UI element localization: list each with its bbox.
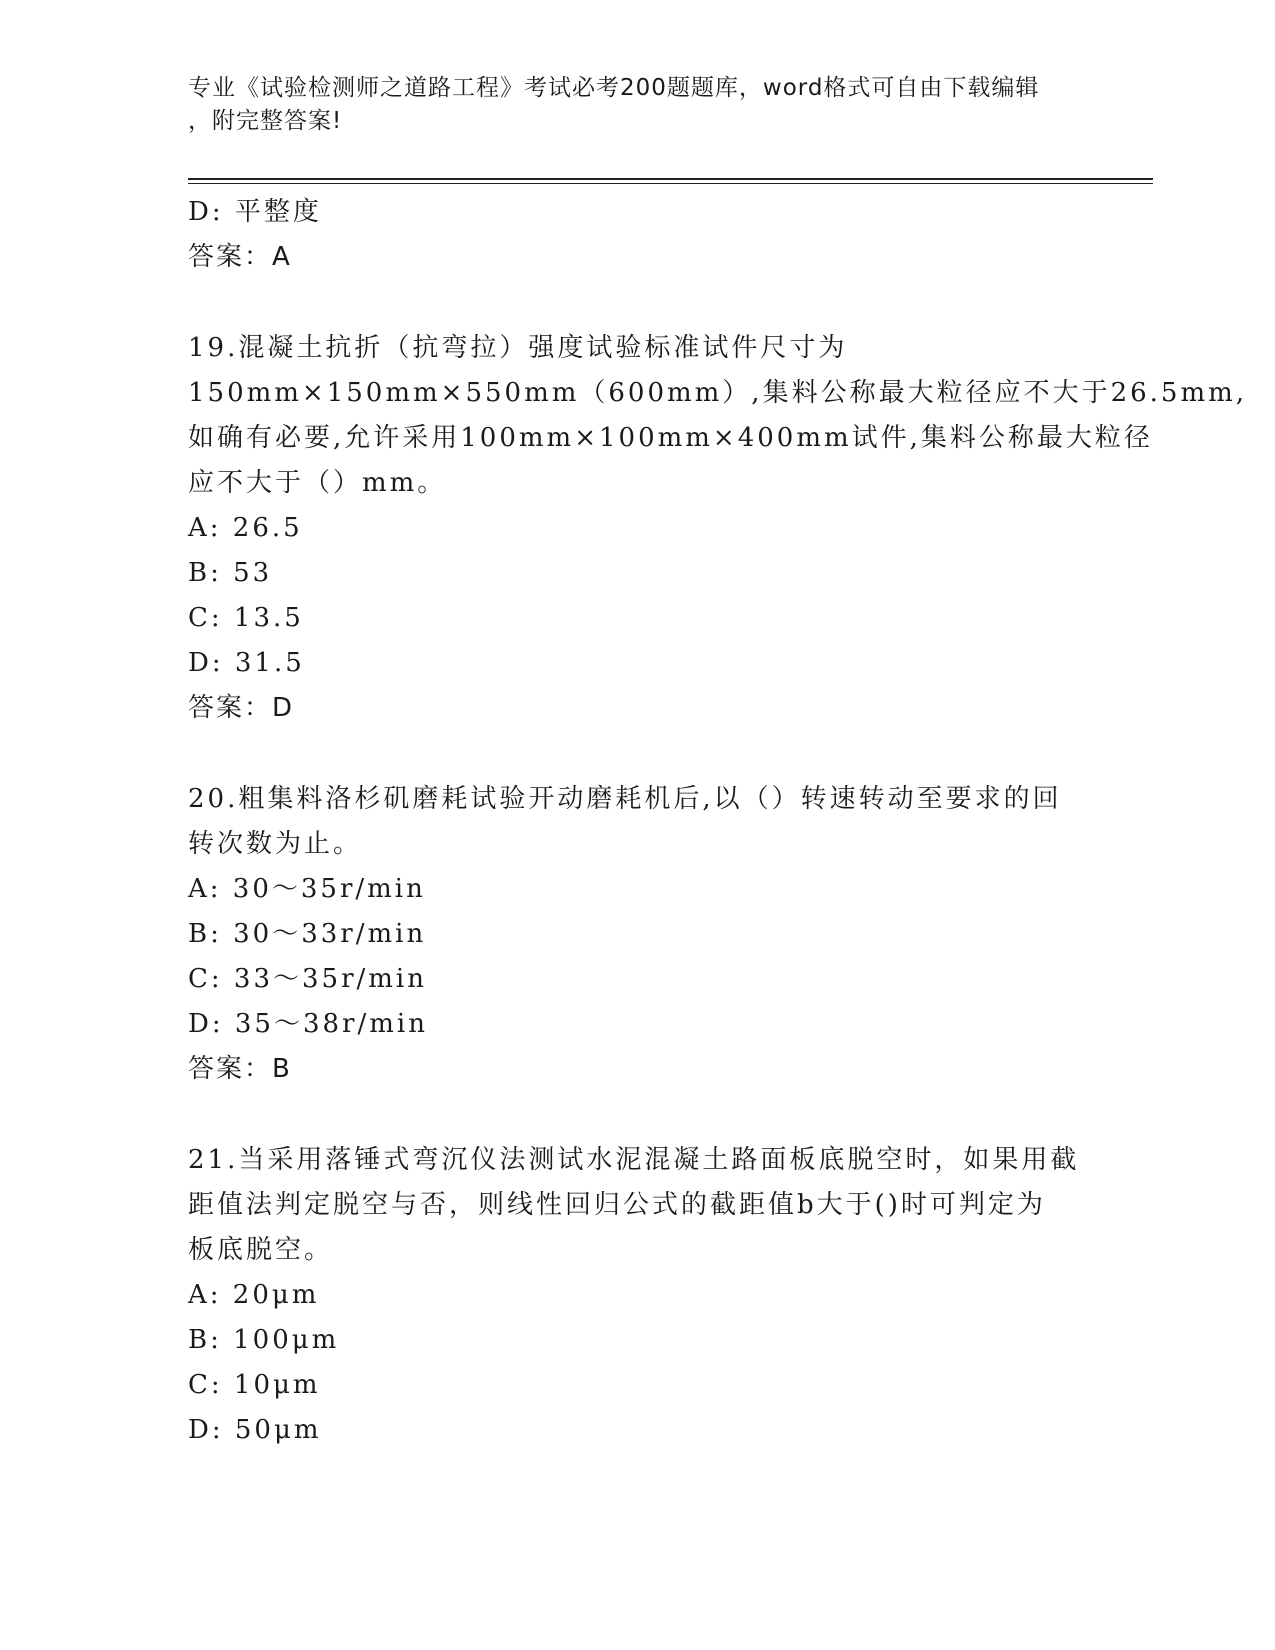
option-d: D: 平整度 [188,197,322,227]
question-21 [188,1138,1088,1453]
question-stem-line: 150mm×150mm×550mm（600mm）,集料公称最大粒径应不大于26.5mm, [188,378,1248,408]
question-content [188,190,1248,1453]
question-stem-line: 距值法判定脱空与否，则线性回归公式的截距值b大于()时可判定为 [188,1190,1046,1220]
question-stem-line: 转次数为止。 [188,829,363,859]
option-b: B: 30～33r/min [188,919,427,949]
question-stem-line: 19.混凝土抗折（抗弯拉）强度试验标准试件尺寸为 [188,333,848,363]
question-stem-line: 板底脱空。 [188,1235,334,1265]
answer-line: 答案：A [188,242,292,272]
question-19 [188,326,1248,731]
option-a: A: 30～35r/min [188,874,426,904]
question-stem-line: 如确有必要,允许采用100mm×100mm×400mm试件,集料公称最大粒径 [188,423,1153,453]
header-divider [188,178,1153,180]
option-d: D: 35～38r/min [188,1009,428,1039]
header-divider-thin [188,183,1153,184]
question-stem-line: 应不大于（）mm。 [188,468,447,498]
option-c: C: 10μm [188,1370,321,1400]
answer-line: 答案：D [188,693,295,723]
option-b: B: 100μm [188,1325,340,1355]
header-title-line-2: ，附完整答案! [188,108,343,134]
option-b: B: 53 [188,558,273,588]
option-d: D: 31.5 [188,648,305,678]
option-c: C: 33～35r/min [188,964,427,994]
header-title-line-1: 专业《试验检测师之道路工程》考试必考200题题库，word格式可自由下载编辑 [188,75,1040,101]
question-stem-line: 21.当采用落锤式弯沉仪法测试水泥混凝土路面板底脱空时，如果用截 [188,1145,1080,1175]
question-20 [188,777,1088,1092]
question-stem-line: 20.粗集料洛杉矶磨耗试验开动磨耗机后,以（）转速转动至要求的回 [188,784,1062,814]
answer-line: 答案：B [188,1054,292,1084]
option-a: A: 20μm [188,1280,320,1310]
option-a: A: 26.5 [188,513,303,543]
document-header [188,72,1068,138]
previous-question-tail [188,190,1088,280]
option-c: C: 13.5 [188,603,304,633]
option-d: D: 50μm [188,1415,322,1445]
